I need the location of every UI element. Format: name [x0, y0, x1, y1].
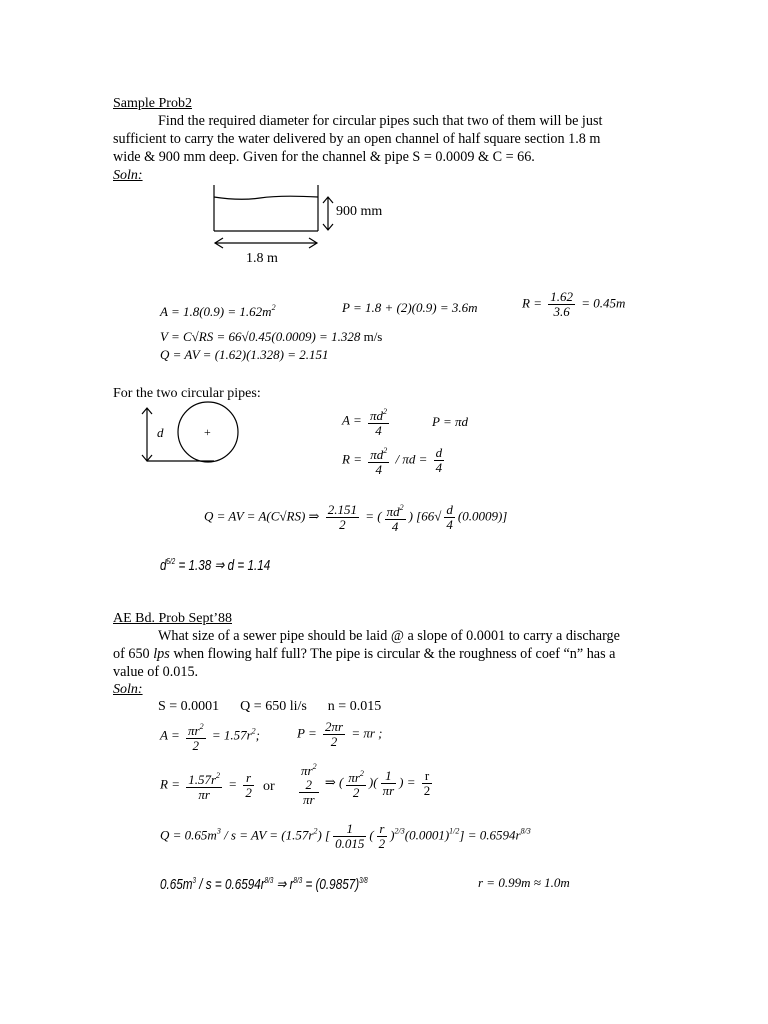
prob1-statement-line2: sufficient to carry the water delivered by an open channel of half square section 1.8 m	[113, 131, 601, 147]
eq2-radius: R = $\frac{1.57r^2}{\pi r}$ = $\frac{r}{2}$	[160, 770, 252, 802]
prob2-title: AE Bd. Prob Sept’88	[113, 611, 232, 626]
result-diameter: $d^{5/2} = 1.38$ ⇒ d = 1.14	[160, 557, 271, 574]
pipe-diameter-label: d	[157, 425, 164, 440]
prob2-soln-label: Soln:	[113, 682, 143, 697]
pipe-center-mark: +	[204, 425, 211, 439]
eq-channel-radius: R = $\frac{1.62}{3.6}$ = 0.45m	[522, 289, 626, 319]
prob1-statement-line1: Find the required diameter for circular pipes such that two of them will be just	[158, 113, 603, 129]
eq2-final-result: r = 0.99m ≈ 1.0m	[478, 875, 570, 890]
prob2-statement-line3: value of 0.015.	[113, 664, 199, 680]
channel-width-label: 1.8 m	[246, 251, 278, 266]
prob2-givens: S = 0.0001 Q = 650 li/s n = 0.015	[158, 699, 382, 714]
eq-pipe-discharge: Q = AV = A(C√RS) ⇒ $\frac{2.151}{2}$ = ( $\frac{\pi d^2}{4}$ ) [66√ $\frac{d}{4}$ (0.0009)]	[204, 502, 508, 534]
eq-pipe-perimeter: P = πd	[432, 414, 468, 429]
eq2-radius-alt: $\pi r^2$ 2 πr ⇒ ( $\frac{\pi r^2}{2}$ )( $\frac{1}{\pi r}$ ) = $\frac{r}{2}$	[301, 762, 431, 807]
eq-pipe-area: A = $\frac{\pi d^2}{4}$	[342, 407, 387, 438]
prob1-title: Sample Prob2	[113, 96, 192, 111]
eq2-area: A = $\frac{\pi r^2}{2}$ = $1.57r^2$;	[160, 722, 260, 753]
or-label: or	[263, 779, 275, 794]
velocity-unit: m/s	[363, 329, 383, 344]
eq-channel-velocity: V = C√RS = 66√0.45(0.0009) = 1.328 m/s	[160, 329, 383, 344]
prob1-soln-label: Soln:	[113, 168, 143, 183]
prob2-statement-line2: of 650 lps when flowing half full? The pipe is circular & the roughness of coef “n” has a	[113, 646, 616, 662]
eq-channel-perimeter: P = 1.8 + (2)(0.9) = 3.6m	[342, 300, 478, 315]
channel-depth-label: 900 mm	[336, 204, 383, 219]
prob2-statement	[113, 627, 653, 681]
eq-channel-discharge: Q = AV = (1.62)(1.328) = 2.151	[160, 347, 329, 362]
prob2-statement-line1: What size of a sewer pipe should be laid @ a slope of 0.0001 to carry a discharge	[158, 628, 620, 644]
pipes-heading: For the two circular pipes:	[113, 386, 261, 401]
eq2-final: $0.65m^3 / s = 0.6594r^{8/3}$ ⇒ $r^{8/3} = (0.9857)^{3/8}$	[160, 876, 368, 893]
eq2-discharge: $Q = 0.65m^3 / s$ = AV = $(1.57r^2)$ [ $\frac{1}{0.015}$ ( $\frac{r}{2}$ )$^{2/3}(0.0001)^{1/2}] = 0.6594r^{8/3}$	[160, 821, 531, 851]
eq-pipe-radius: R = $\frac{\pi d^2}{4}$ / πd = $\frac{d}{4}$	[342, 445, 443, 477]
eq-channel-area: $A = 1.8(0.9) = 1.62m^2$	[160, 303, 276, 319]
eq2-perimeter: P = $\frac{2\pi r}{2}$ = πr ;	[297, 719, 383, 749]
prob1-statement-line3: wide & 900 mm deep. Given for the channel & pipe S = 0.0009 & C = 66.	[113, 149, 535, 165]
